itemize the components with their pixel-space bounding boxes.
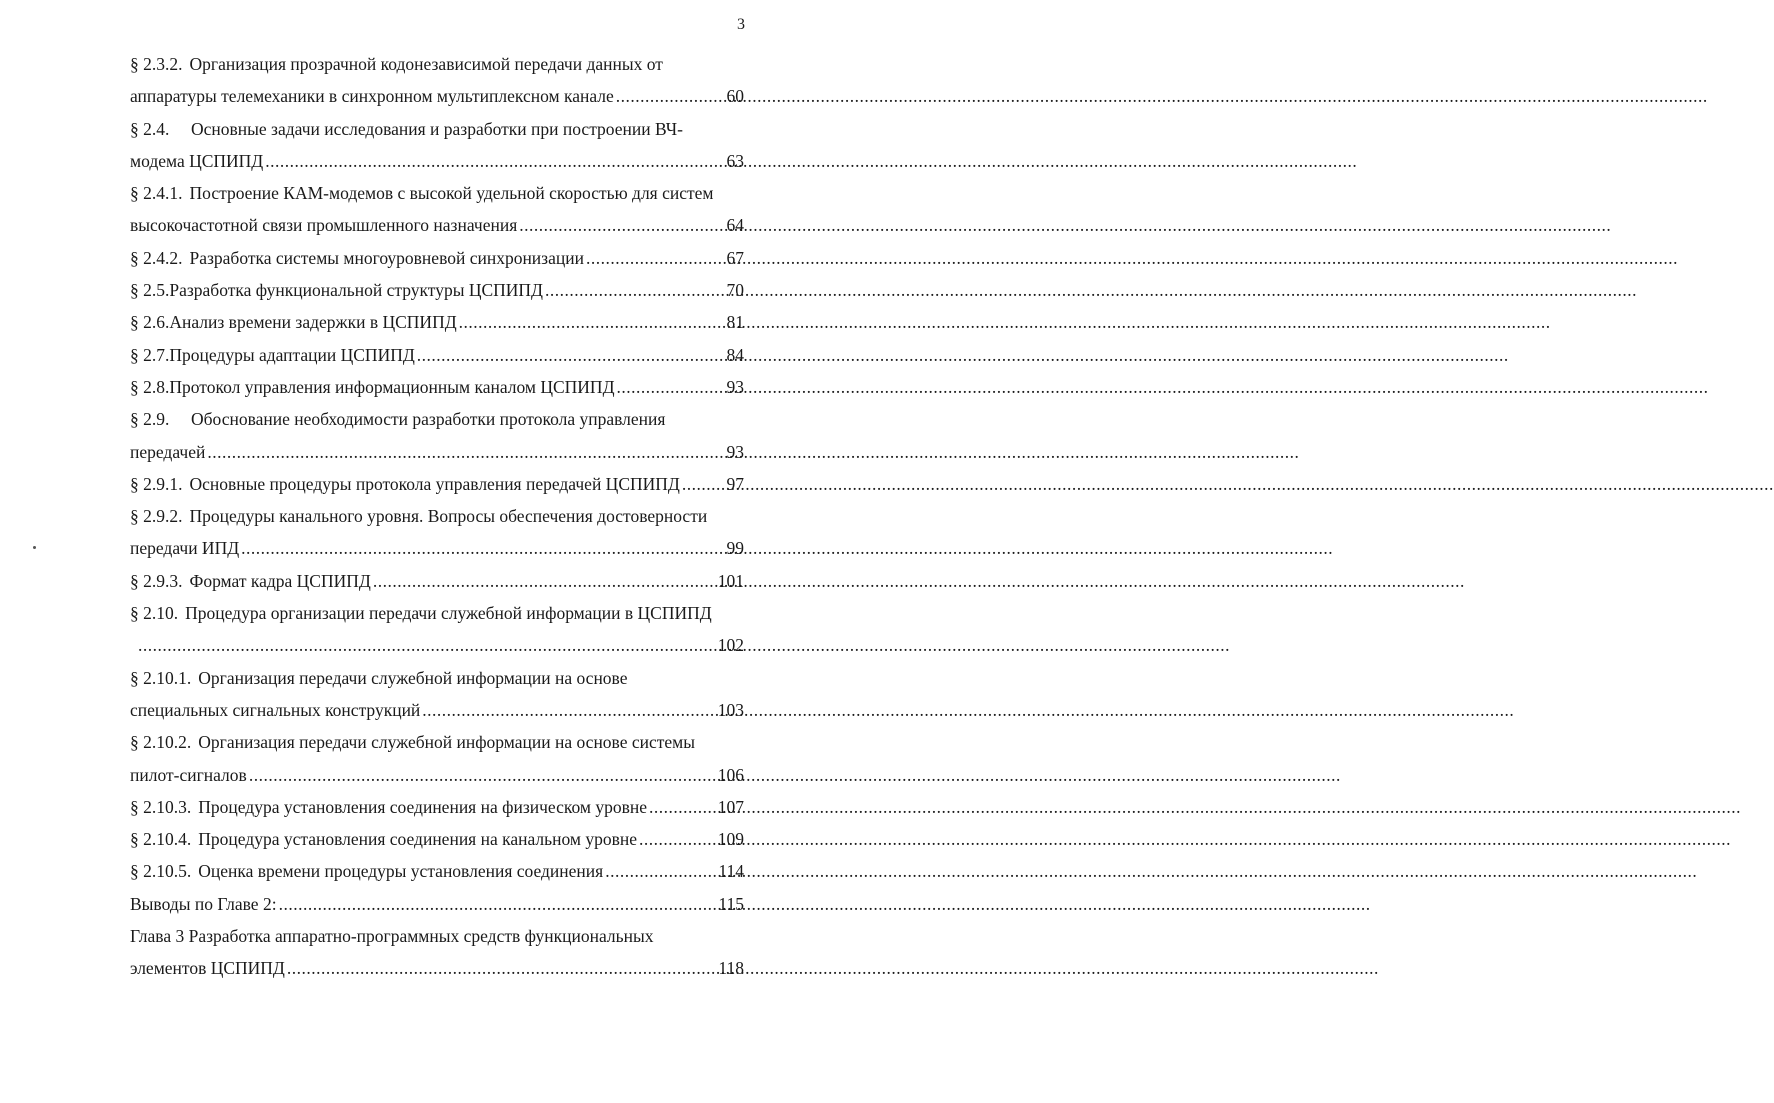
dot-leader [373,565,716,597]
toc-entry-title: Анализ времени задержки в ЦСПИПД [169,312,457,333]
toc-page-number: 81 [726,312,744,333]
toc-entry [130,274,744,306]
toc-entry [130,565,744,597]
toc-line [130,242,744,274]
toc-line [130,48,744,80]
toc-line [130,145,744,177]
dot-leader [682,468,725,500]
toc-page-number: 67 [726,247,744,268]
toc-entry [130,339,744,371]
toc-page-number: 70 [726,280,744,301]
toc-line [130,339,744,371]
toc-entry-number: § 2.9.1. [130,473,183,494]
toc-page-number: 60 [726,86,744,107]
toc-page-number: 114 [718,861,744,882]
toc-entry-number: § 2.7. [130,344,170,365]
toc-entry-title: Организация передачи служебной информации на основе [198,667,628,688]
toc-page-number: 99 [726,538,744,559]
toc-line [130,209,744,241]
toc-entry-title: Обоснование необходимости разработки протокола управления [191,409,666,430]
toc-entry-number: § 2.9.2. [130,506,183,527]
toc-entry-title: передачей [130,441,206,462]
toc-entry-number: § 2.3.2. [130,54,183,74]
toc-entry-title: модема ЦСПИПД [130,150,264,171]
toc-page-number: 64 [726,215,744,236]
dot-leader [459,306,725,338]
toc-page-number: 101 [717,570,744,591]
dot-leader [138,629,716,661]
toc-entry-title: Протокол управления информационным каналом ЦСПИПД [169,376,615,397]
toc-line [130,436,744,468]
dot-leader [207,436,724,468]
toc-entry-number: § 2.5. [130,280,170,301]
toc-entry-title: Разработка системы многоуровневой синхронизации [189,247,584,268]
toc-line [130,920,744,952]
toc-line [130,629,744,661]
toc-entry [130,177,744,242]
toc-entry-title: аппаратуры телемеханики в синхронном мультиплексном канале [130,86,614,107]
dot-leader [249,759,716,791]
toc-line [130,694,744,726]
toc-entry [130,662,744,727]
toc-entry-title: Процедуры адаптации ЦСПИПД [169,344,415,365]
toc-line [130,597,744,629]
toc-entry-number: § 2.8. [130,376,170,397]
toc-entry-title: специальных сигнальных конструкций [130,699,421,720]
dot-leader [279,888,717,920]
toc-entry [130,500,744,565]
dot-leader [545,274,725,306]
toc-entry-title: Разработка функциональной структуры ЦСПИПД [169,280,543,301]
toc-page-number: 109 [717,829,744,850]
toc-line [130,500,744,532]
toc-entry [130,371,744,403]
toc-page-number: 63 [726,150,744,171]
toc-entry [130,306,744,338]
toc-entry-number: § 2.10.1. [130,667,192,688]
dot-leader [586,242,725,274]
toc-entry-number: § 2.4. [130,118,170,139]
toc-entry-title: элементов ЦСПИПД [130,958,285,979]
toc-entry-title: Оценка времени процедуры установления соединения [198,861,604,882]
page-number: 3 [737,16,745,33]
toc-entry-number: § 2.9. [130,409,170,430]
dot-leader [519,209,724,241]
margin-dot [33,546,36,549]
toc-line [130,371,744,403]
toc-entry [130,597,744,662]
toc-entry-title: Основные задачи исследования и разработки при построении ВЧ- [191,118,684,139]
toc-line [130,759,744,791]
dot-leader [639,823,716,855]
toc-line [130,532,744,564]
dot-leader [616,80,725,112]
toc-entry-title: пилот-сигналов [130,764,247,785]
toc-line [130,855,744,887]
toc-entry-number: § 2.9.3. [130,570,183,591]
dot-leader [241,532,724,564]
toc-entry-title: Организация передачи служебной информации на основе системы [198,732,696,753]
toc-page-number: 118 [718,958,744,979]
toc-entry-title: Организация прозрачной кодонезависимой передачи данных от [189,54,663,74]
toc-line [130,80,744,112]
toc-entry-title: Процедура установления соединения на канальном уровне [198,829,637,850]
toc-entry [130,823,744,855]
toc-line [130,468,744,500]
toc-entry [130,888,744,920]
dot-leader [617,371,725,403]
toc-entry [130,468,744,500]
toc-entry-number: § 2.10.5. [130,861,192,882]
toc-entry-number: § 2.10.2. [130,732,192,753]
toc-page-number: 84 [726,344,744,365]
toc-page-number: 106 [717,764,744,785]
dot-leader [417,339,725,371]
toc-entry-title: Процедуры канального уровня. Вопросы обеспечения достоверности [189,506,708,527]
toc-line [130,403,744,435]
toc-line [130,274,744,306]
toc-entry [130,403,744,468]
toc-entry [130,920,744,985]
toc-page-number: 93 [726,441,744,462]
toc-page-number: 93 [726,376,744,397]
toc-line [130,791,744,823]
toc-line [130,888,744,920]
toc-entry [130,726,744,791]
toc-entry [130,855,744,887]
toc-entry-title: Основные процедуры протокола управления передачей ЦСПИПД [189,473,680,494]
toc-entry-title: высокочастотной связи промышленного назначения [130,215,518,236]
toc-entry-title: Процедура установления соединения на физическом уровне [198,796,647,817]
toc-page-number: 107 [717,796,744,817]
table-of-contents [130,48,744,985]
toc-entry [130,113,744,178]
toc-entry-title: Глава 3 Разработка аппаратно-программных средств функциональных [130,926,654,947]
toc-page-number: 103 [717,699,744,720]
toc-line [130,565,744,597]
dot-leader [422,694,715,726]
toc-page-number: 115 [718,893,744,914]
toc-line [130,113,744,145]
dot-leader [649,791,716,823]
toc-line [130,306,744,338]
toc-page-number: 97 [726,473,744,494]
toc-entry-number: § 2.10. [130,603,179,624]
dot-leader [287,952,717,984]
toc-entry-title: Процедура организации передачи служебной информации в ЦСПИПД [185,603,712,624]
dot-leader [605,855,716,887]
toc-entry [130,48,744,113]
dot-leader [265,145,724,177]
toc-entry [130,791,744,823]
toc-entry-number: § 2.4.1. [130,183,183,204]
toc-line [130,662,744,694]
toc-entry-title: Выводы по Главе 2: [130,893,277,914]
toc-entry-title: передачи ИПД [130,538,240,559]
toc-page-number: 102 [717,635,744,656]
toc-line [130,177,744,209]
toc-line [130,952,744,984]
toc-line [130,823,744,855]
toc-entry-number: § 2.10.3. [130,796,192,817]
toc-entry-number: § 2.4.2. [130,247,183,268]
toc-line [130,726,744,758]
toc-entry-title: Построение КАМ-модемов с высокой удельной скоростью для систем [189,183,714,204]
toc-entry-number: § 2.10.4. [130,829,192,850]
toc-entry-title: Формат кадра ЦСПИПД [189,570,371,591]
toc-entry [130,242,744,274]
toc-entry-number: § 2.6. [130,312,170,333]
